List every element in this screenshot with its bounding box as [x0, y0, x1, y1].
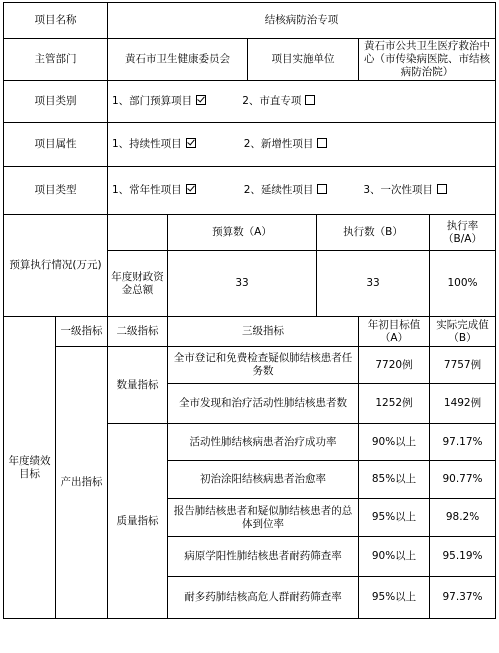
row-budget-header — [4, 215, 496, 251]
attribute-option-2-text: 2、新增性项目 — [243, 138, 314, 150]
checkbox-checked-icon[interactable] — [186, 184, 196, 194]
budget-label: 预算执行情况(万元) — [4, 215, 108, 317]
actual-value: 7757例 — [430, 347, 496, 384]
perf-header-level1: 一级指标 — [56, 317, 108, 347]
actual-value: 98.2% — [430, 499, 496, 537]
target-value: 1252例 — [359, 384, 430, 424]
level3-indicator: 病原学阳性肺结核患者耐药筛查率 — [168, 537, 359, 577]
budget-header-executed: 执行数（B） — [317, 215, 430, 251]
checkbox-checked-icon[interactable] — [196, 95, 206, 105]
level2-quality-indicator: 质量指标 — [108, 424, 168, 619]
budget-header-rate: 执行率（B/A） — [430, 215, 496, 251]
level3-indicator: 活动性肺结核病患者治疗成功率 — [168, 424, 359, 461]
checkbox-empty-icon[interactable] — [437, 184, 447, 194]
type-option-1-text: 1、常年性项目 — [112, 184, 182, 196]
type-option-2 — [244, 184, 328, 197]
checkbox-empty-icon[interactable] — [317, 184, 327, 194]
level3-indicator: 报告肺结核患者和疑似肺结核患者的总体到位率 — [168, 499, 359, 537]
category-option-1-text: 1、部门预算项目 — [112, 95, 193, 107]
row-project-name — [4, 3, 496, 39]
actual-value: 97.17% — [430, 424, 496, 461]
type-options — [108, 167, 496, 215]
level2-quantity-indicator: 数量指标 — [108, 347, 168, 424]
budget-header-blank — [108, 215, 168, 251]
row-department — [4, 39, 496, 81]
level3-indicator: 全市登记和免费检查疑似肺结核患者任务数 — [168, 347, 359, 384]
attribute-option-1 — [112, 138, 196, 151]
level3-indicator: 耐多药肺结核高危人群耐药筛查率 — [168, 577, 359, 619]
actual-value: 1492例 — [430, 384, 496, 424]
table-row — [4, 347, 496, 384]
budget-row-label: 年度财政资金总额 — [108, 251, 168, 317]
type-option-3 — [363, 184, 447, 197]
row-category — [4, 81, 496, 123]
category-label: 项目类别 — [4, 81, 108, 123]
actual-value: 95.19% — [430, 537, 496, 577]
target-value: 95%以上 — [359, 499, 430, 537]
category-option-2-text: 2、市直专项 — [242, 95, 302, 107]
level1-output-indicator: 产出指标 — [56, 347, 108, 619]
impl-unit-value: 黄石市公共卫生医疗救治中心（市传染病医院、市结核病防治院） — [359, 39, 496, 81]
level3-indicator: 初治涂阳结核病患者治愈率 — [168, 461, 359, 499]
row-attribute — [4, 123, 496, 167]
target-value: 90%以上 — [359, 424, 430, 461]
target-value: 85%以上 — [359, 461, 430, 499]
project-name-value: 结核病防治专项 — [108, 3, 496, 39]
checkbox-checked-icon[interactable] — [186, 138, 196, 148]
budget-executed-value: 33 — [317, 251, 430, 317]
target-value: 7720例 — [359, 347, 430, 384]
category-options — [108, 81, 496, 123]
type-label: 项目类型 — [4, 167, 108, 215]
checkbox-empty-icon[interactable] — [305, 95, 315, 105]
attribute-options — [108, 123, 496, 167]
budget-header-planned: 预算数（A） — [168, 215, 317, 251]
checkbox-empty-icon[interactable] — [317, 138, 327, 148]
row-performance-header — [4, 317, 496, 347]
actual-value: 90.77% — [430, 461, 496, 499]
attribute-label: 项目属性 — [4, 123, 108, 167]
department-label: 主管部门 — [4, 39, 108, 81]
perf-header-actual: 实际完成值（B） — [430, 317, 496, 347]
attribute-option-1-text: 1、持续性项目 — [112, 138, 182, 150]
budget-planned-value: 33 — [168, 251, 317, 317]
type-option-3-text: 3、一次性项目 — [363, 184, 434, 196]
perf-header-target: 年初目标值（A） — [359, 317, 430, 347]
target-value: 95%以上 — [359, 577, 430, 619]
project-performance-table — [3, 2, 496, 619]
level3-indicator: 全市发现和治疗活动性肺结核患者数 — [168, 384, 359, 424]
category-option-1 — [112, 95, 206, 108]
row-type — [4, 167, 496, 215]
type-option-1 — [112, 184, 196, 197]
target-value: 90%以上 — [359, 537, 430, 577]
department-value: 黄石市卫生健康委员会 — [108, 39, 248, 81]
performance-label: 年度绩效目标 — [4, 317, 56, 619]
perf-header-level3: 三级指标 — [168, 317, 359, 347]
impl-unit-label: 项目实施单位 — [248, 39, 359, 81]
budget-rate-value: 100% — [430, 251, 496, 317]
type-option-2-text: 2、延续性项目 — [243, 184, 314, 196]
project-name-label: 项目名称 — [4, 3, 108, 39]
actual-value: 97.37% — [430, 577, 496, 619]
perf-header-level2: 二级指标 — [108, 317, 168, 347]
attribute-option-2 — [244, 138, 328, 151]
category-option-2 — [242, 95, 315, 108]
